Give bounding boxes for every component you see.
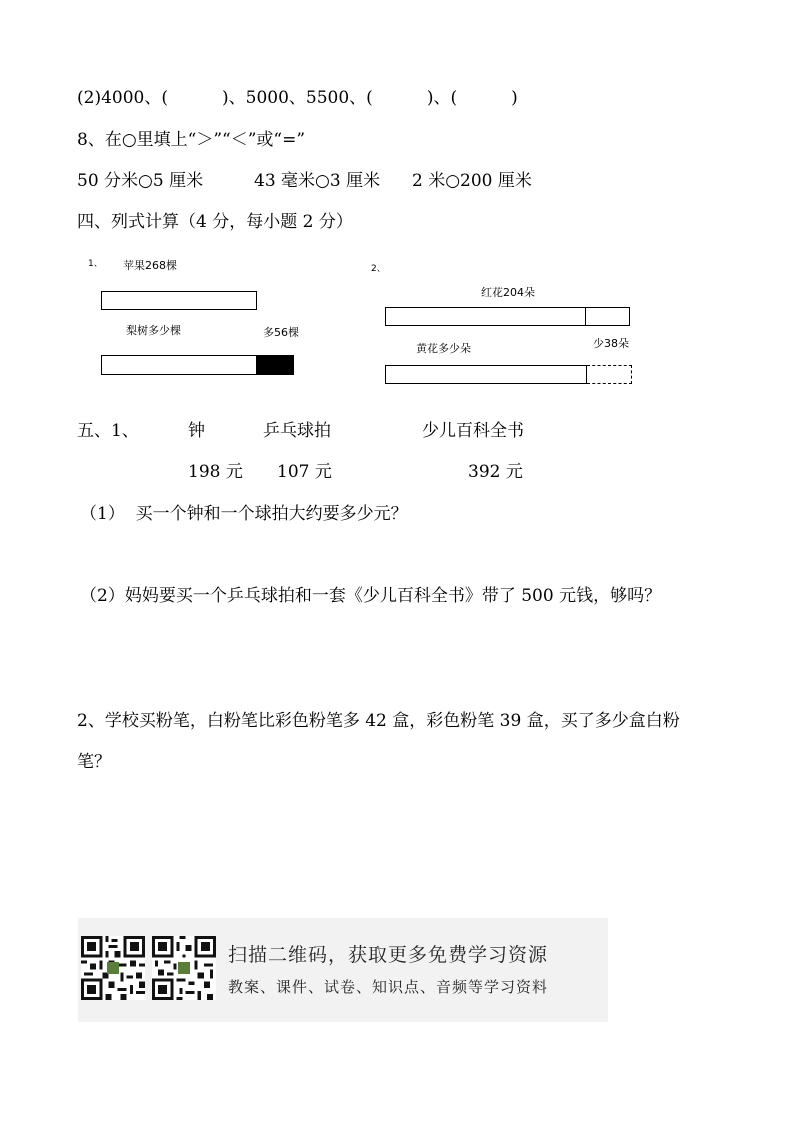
diagram2-extra-label: 少38朵 xyxy=(593,337,629,350)
yellow-missing-segment xyxy=(587,365,632,384)
yellow-flower-bar xyxy=(385,365,587,384)
item-encyclopedia-name: 少儿百科全书 xyxy=(422,421,524,441)
diagram2-number: 2、 xyxy=(371,264,386,274)
qr-code-1-icon[interactable] xyxy=(81,936,145,1000)
section5-question-1: （1） 买一个钟和一个球拍大约要多少元？ xyxy=(80,504,408,524)
item-clock-price: 198 元 xyxy=(188,462,243,482)
footer-line-2: 教案、课件、试卷、知识点、音频等学习资料 xyxy=(228,978,549,996)
red-flower-bar xyxy=(385,307,630,326)
item-clock-name: 钟 xyxy=(188,421,205,441)
diagram1-top-label: 苹果268棵 xyxy=(123,259,177,272)
section5-question-2: （2）妈妈要买一个乒乓球拍和一套《少儿百科全书》带了 500 元钱，够吗？ xyxy=(80,586,662,606)
diagram2-bottom-label: 黄花多少朵 xyxy=(416,342,471,355)
question-2-line-1: 2、学校买粉笔，白粉笔比彩色粉笔多 42 盒，彩色粉笔 39 盒，买了多少盒白粉 xyxy=(77,711,680,731)
diagram1-number: 1、 xyxy=(88,259,103,269)
item-encyclopedia-price: 392 元 xyxy=(468,462,523,482)
q8-title: 8、在○里填上“＞”“＜”或“=” xyxy=(77,130,306,150)
q7-part2: (2)4000、( )、5000、5500、( )、( ) xyxy=(77,88,518,108)
apple-bar xyxy=(101,291,257,310)
diagram2-top-label: 红花204朵 xyxy=(481,286,535,299)
section5-prefix: 五、1、 xyxy=(77,421,139,441)
qr-code-2-icon[interactable] xyxy=(152,936,216,1000)
red-flower-divider xyxy=(585,307,586,326)
item-racket-name: 乒乓球拍 xyxy=(263,421,331,441)
pear-extra-segment xyxy=(256,355,294,375)
section4-title: 四、列式计算（4 分，每小题 2 分） xyxy=(77,212,353,232)
q8-item-3: 2 米○200 厘米 xyxy=(412,171,532,191)
question-2-line-2: 笔？ xyxy=(77,752,111,772)
diagram1-extra-label: 多56棵 xyxy=(263,326,299,339)
diagram1-bottom-label: 梨树多少棵 xyxy=(126,324,181,337)
q8-item-1: 50 分米○5 厘米 xyxy=(77,171,204,191)
footer-banner xyxy=(78,918,608,1022)
q8-item-2: 43 毫米○3 厘米 xyxy=(254,171,381,191)
footer-line-1: 扫描二维码，获取更多免费学习资源 xyxy=(228,944,549,966)
item-racket-price: 107 元 xyxy=(277,462,332,482)
